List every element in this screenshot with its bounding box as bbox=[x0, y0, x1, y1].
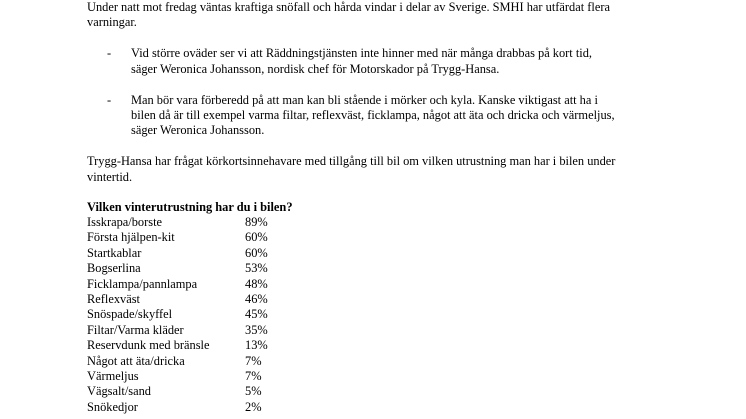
row-label: Reflexväst bbox=[87, 291, 140, 306]
row-value: 13% bbox=[245, 338, 268, 353]
quote-1-dash: - bbox=[107, 46, 112, 60]
row-label: Första hjälpen-kit bbox=[87, 230, 175, 245]
survey-heading: Vilken vinterutrustning har du i bilen? bbox=[87, 200, 293, 214]
quote-2-line-1: Man bör vara förberedd på att man kan bli stående i mörker och kyla. Kanske viktigast att ha i bbox=[131, 93, 598, 107]
survey-intro-line-2: vintertid. bbox=[87, 170, 133, 184]
row-value: 89% bbox=[245, 215, 268, 229]
row-label: Snöspade/skyffel bbox=[87, 307, 173, 322]
row-value: 46% bbox=[245, 291, 268, 306]
quote-2-line-2: bilen då är till exempel varma filtar, reflexväst, ficklampa, något att äta och dricka och värmeljus, bbox=[131, 108, 615, 122]
intro-line-2: varningar. bbox=[87, 15, 137, 29]
quote-1-line-1: Vid större oväder ser vi att Räddningstjänsten inte hinner med när många drabbas på kort tid, bbox=[131, 46, 593, 60]
intro-line-1: Under natt mot fredag väntas kraftiga snöfall och hårda vindar i delar av Sverige. SMHI har utfärdat flera bbox=[87, 0, 610, 14]
quote-2-dash: - bbox=[107, 93, 112, 107]
row-value: 35% bbox=[245, 322, 268, 337]
row-label: Ficklampa/pannlampa bbox=[87, 276, 198, 291]
row-label: Isskrapa/borste bbox=[87, 215, 163, 229]
row-label: Startkablar bbox=[87, 245, 142, 260]
row-value: 7% bbox=[245, 368, 262, 383]
row-label: Något att äta/dricka bbox=[87, 353, 185, 368]
row-label: Bogserlina bbox=[87, 261, 141, 276]
row-value: 5% bbox=[245, 384, 262, 399]
row-value: 60% bbox=[245, 245, 268, 260]
row-value: 48% bbox=[245, 276, 268, 291]
row-value: 45% bbox=[245, 307, 268, 322]
row-label: Vägsalt/sand bbox=[87, 384, 152, 399]
row-label: Reservdunk med bränsle bbox=[87, 338, 210, 353]
row-label: Filtar/Varma kläder bbox=[87, 322, 184, 337]
row-value: 2% bbox=[245, 399, 262, 414]
row-value: 60% bbox=[245, 230, 268, 245]
row-label: Värmeljus bbox=[87, 368, 139, 383]
row-value: 53% bbox=[245, 261, 268, 276]
row-label: Snökedjor bbox=[87, 399, 138, 414]
quote-1-line-2: säger Weronica Johansson, nordisk chef för Motorskador på Trygg-Hansa. bbox=[131, 62, 500, 76]
survey-intro-line-1: Trygg-Hansa har frågat körkortsinnehavare med tillgång till bil om vilken utrustning man har i bilen under bbox=[87, 154, 616, 168]
quote-2-line-3: säger Weronica Johansson. bbox=[131, 123, 265, 137]
row-value: 7% bbox=[245, 353, 262, 368]
